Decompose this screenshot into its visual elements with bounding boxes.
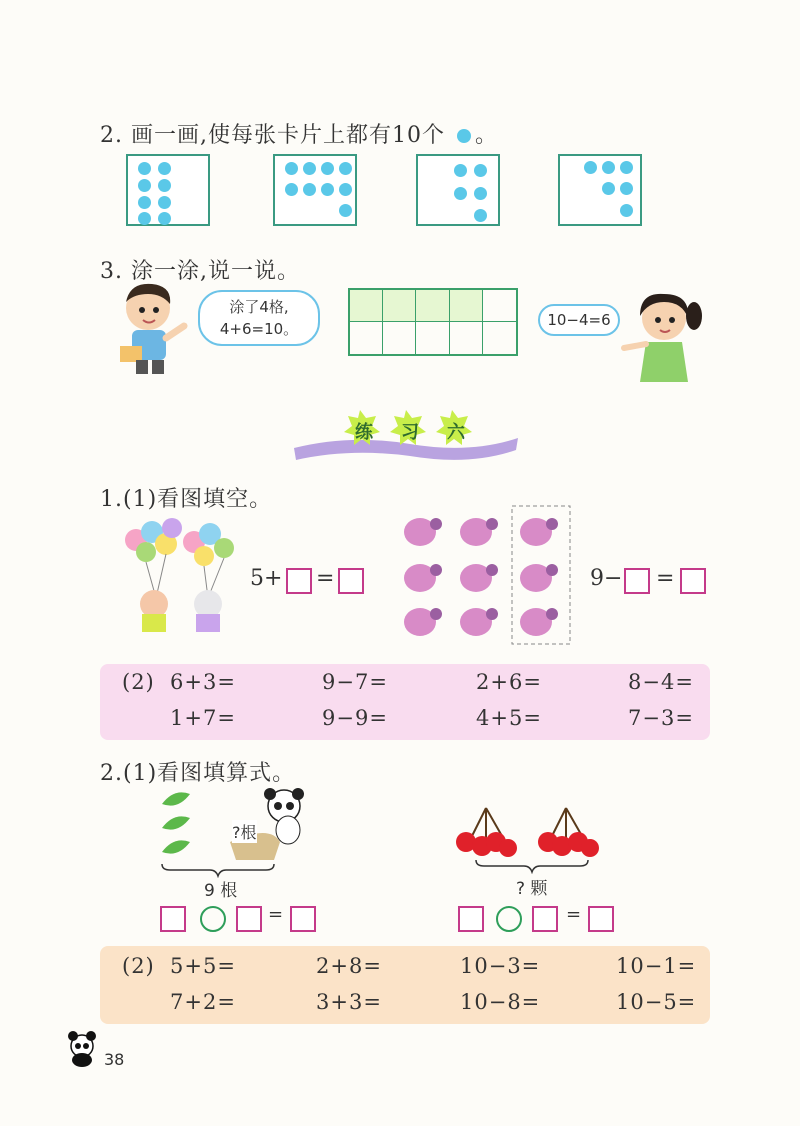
question-label: ?根 [232,820,257,843]
page-number: 38 [104,1050,125,1069]
girl-illustration [618,288,710,384]
dot-card-1[interactable] [126,154,210,226]
equals-sign: = [316,566,335,591]
calc-item: 9−7= [322,670,388,694]
banner-char-1: 练 [355,422,373,443]
calc-item: 4+5= [476,706,542,730]
banner-char-3: 六 [447,422,465,443]
answer-box[interactable] [290,906,316,932]
answer-box[interactable] [236,906,262,932]
boy-speech-bubble: 涂了4格, 4+6=10。 [198,290,320,346]
girl-speech-bubble: 10−4=6 [538,304,620,336]
answer-box[interactable] [286,568,312,594]
calc-item: 3+3= [316,990,382,1014]
part-label: (2) [122,954,155,978]
total-label: 9 根 [204,881,238,901]
balloons-animals-illustration [116,516,240,638]
operator-circle[interactable] [496,906,522,932]
calc-item: 10−8= [460,990,541,1014]
calc-item: 10−1= [616,954,697,978]
calc-item: 6+3= [170,670,236,694]
calc-item: 10−5= [616,990,697,1014]
squirrels-illustration [396,504,574,646]
answer-box[interactable] [680,568,706,594]
equals-sign: = [268,904,284,925]
blue-dot-icon [457,129,471,143]
calc-item: 8−4= [628,670,694,694]
operator-circle[interactable] [200,906,226,932]
ex1-left-prefix: 5+ [250,566,283,591]
ex2-title: 2.(1)看图填算式。 [100,761,296,786]
answer-box[interactable] [532,906,558,932]
calc-item: 7−3= [628,706,694,730]
calc-item: 9−9= [322,706,388,730]
answer-box[interactable] [160,906,186,932]
calc-item: 5+5= [170,954,236,978]
calc-item: 2+8= [316,954,382,978]
answer-box[interactable] [458,906,484,932]
calc-item: 10−3= [460,954,541,978]
calc-item: 1+7= [170,706,236,730]
panda-icon [64,1030,104,1068]
answer-box[interactable] [624,568,650,594]
ex1-right-prefix: 9− [590,566,623,591]
coloring-grid[interactable] [348,288,518,356]
calc-item: 7+2= [170,990,236,1014]
brace-icon [474,858,590,874]
banner-char-2: 习 [401,422,419,443]
calc-item: 2+6= [476,670,542,694]
q3-title: 3. 涂一涂,说一说。 [100,259,300,284]
part-label: (2) [122,670,155,694]
answer-box[interactable] [338,568,364,594]
cherries-illustration [456,806,602,860]
dot-card-3[interactable] [416,154,500,226]
dot-card-2[interactable] [273,154,357,226]
equals-sign: = [656,566,675,591]
boy-illustration [112,280,192,380]
equals-sign: = [566,904,582,925]
q2-title: 2. 画一画,使每张卡片上都有10个 。 [100,123,498,148]
answer-box[interactable] [588,906,614,932]
total-label: ? 颗 [516,879,548,899]
ex1-title: 1.(1)看图填空。 [100,487,273,512]
dot-card-4[interactable] [558,154,642,226]
